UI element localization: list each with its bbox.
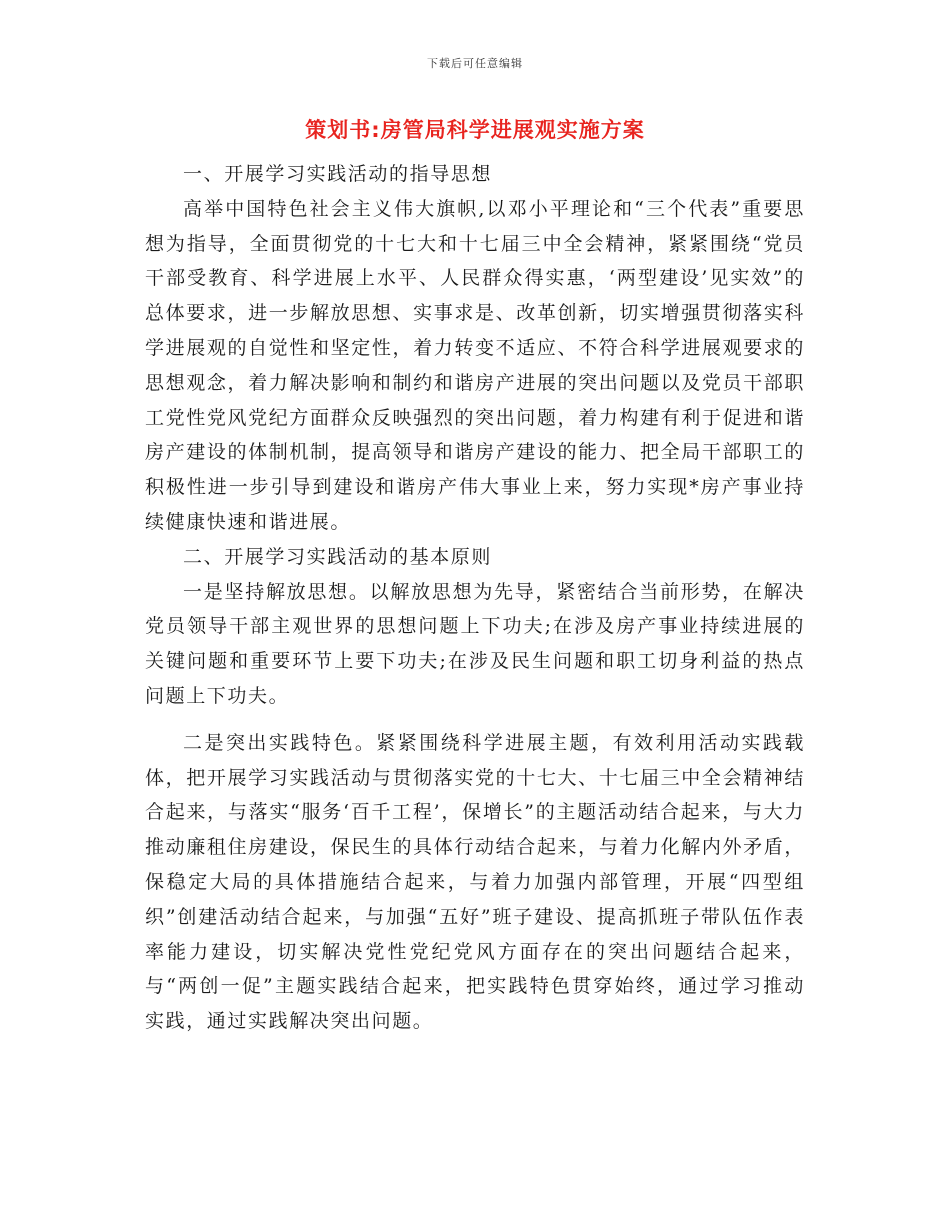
paragraph-principle-2: 二是突出实践特色。紧紧围绕科学进展主题，有效利用活动实践载体，把开展学习实践活动与贯彻落实党的十七大、十七届三中全会精神结合起来，与落实“服务‘百千工程’，保增长”的主题活动结合起来，与大力推动廉租住房建设，保民生的具体行动结合起来，与着力化解内外矛盾，保稳定大局的具体措施结合起来，与着力加强内部管理，开展“四型组织”创建活动结合起来，与加强“五好”班子建设、提高抓班子带队伍作表率能力建设，切实解决党性党纪党风方面存在的突出问题结合起来，与“两创一促”主题实践结合起来，把实践特色贯穿始终，通过学习推动实践，通过实践解决突出问题。 [145,731,805,1033]
document-title: 策划书:房管局科学进展观实施方案 [305,118,645,142]
paragraph-principle-1: 一是坚持解放思想。以解放思想为先导，紧密结合当前形势，在解决党员领导干部主观世界的思想问题上下功夫;在涉及房产事业持续进展的关键问题和重要环节上要下功夫;在涉及民生问题和职工切身利益的热点问题上下功夫。 [145,580,805,707]
section-heading-1: 一、开展学习实践活动的指导思想 [183,163,493,185]
document-body [145,157,805,1039]
header-note: 下载后可任意编辑 [427,57,523,70]
paragraph-guiding-thought: 高举中国特色社会主义伟大旗帜,以邓小平理论和“三个代表”重要思想为指导，全面贯彻党的十七大和十七届三中全会精神，紧紧围绕“党员干部受教育、科学进展上水平、人民群众得实惠，‘两型建设’见实效”的总体要求，进一步解放思想、实事求是、改革创新，切实增强贯彻落实科学进展观的自觉性和坚定性，着力转变不适应、不符合科学进展观要求的思想观念，着力解决影响和制约和谐房产进展的突出问题以及党员干部职工党性党风党纪方面群众反映强烈的突出问题，着力构建有利于促进和谐房产建设的体制机制，提高领导和谐房产建设的能力、把全局干部职工的积极性进一步引导到建设和谐房产伟大事业上来，努力实现*房产事业持续健康快速和谐进展。 [145,197,805,533]
section-heading-2: 二、开展学习实践活动的基本原则 [183,545,493,568]
